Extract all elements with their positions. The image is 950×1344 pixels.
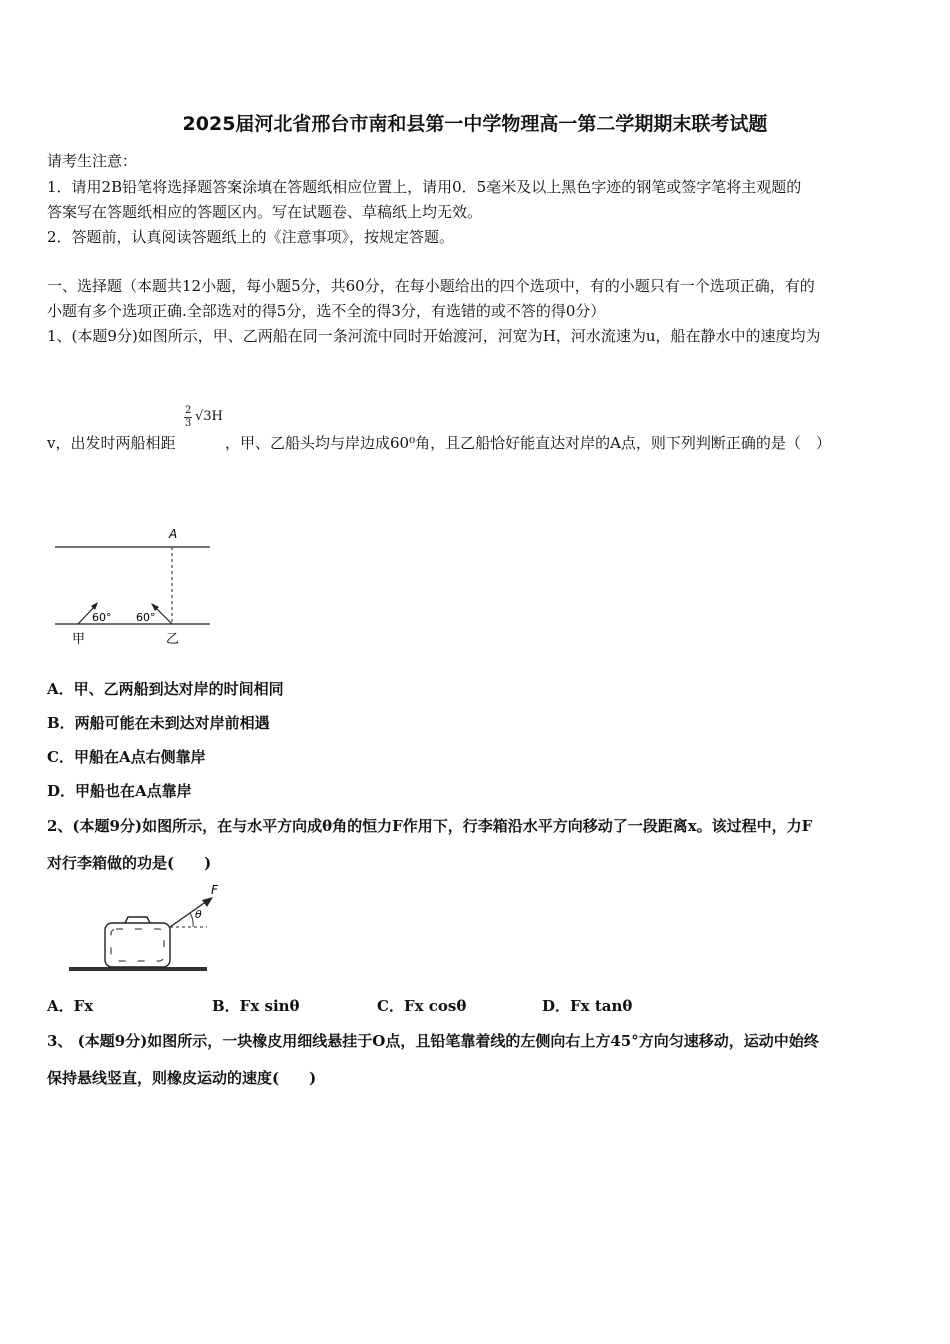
angle-label-boat1: 60° [92, 611, 112, 624]
question-1-stem-line2a: v，出发时两船相距 [47, 434, 176, 452]
formula-denominator: 3 [185, 418, 192, 429]
q2-option-a: A．Fx [47, 997, 94, 1015]
notice-line: 2．答题前，认真阅读答题纸上的《注意事项》，按规定答题。 [47, 228, 455, 246]
notice-line: 答案写在答题纸相应的答题区内。写在试题卷、草稿纸上均无效。 [47, 203, 483, 221]
q2-option-c: C．Fx cosθ [377, 997, 467, 1015]
option-d: D．甲船也在A点靠岸 [47, 782, 192, 800]
q2-option-b: B．Fx sinθ [212, 997, 300, 1015]
luggage-force-figure [65, 880, 218, 975]
question-2-stem: 2、(本题9分)如图所示，在与水平方向成θ角的恒力F作用下，行李箱沿水平方向移动了一段距离x。该过程中，力F [47, 817, 813, 835]
question-1-stem: 1、(本题9分)如图所示，甲、乙两船在同一条河流中同时开始渡河，河宽为H，河水流速为u，船在静水中的速度均为 [47, 327, 821, 345]
question-1-stem-line2b: ，甲、乙船头均与岸边成60⁰角，且乙船恰好能直达对岸的A点，则下列判断正确的是（ ） [225, 434, 831, 452]
q2-option-d: D．Fx tanθ [542, 997, 633, 1015]
river-crossing-figure [50, 520, 220, 655]
boat-1-label: 甲 [72, 632, 86, 647]
force-label: F [211, 883, 218, 897]
point-a-label: A [169, 527, 178, 541]
formula-numerator: 2 [185, 405, 192, 416]
question-3-stem-line2: 保持悬线竖直，则橡皮运动的速度( ) [47, 1069, 317, 1087]
section-heading: 小题有多个选项正确.全部选对的得5分，选不全的得3分，有选错的或不答的得0分） [47, 302, 606, 320]
notice-heading: 请考生注意： [47, 152, 138, 170]
page-title: 2025届河北省邢台市南和县第一中学物理高一第二学期期末联考试题 [182, 113, 768, 135]
option-b: B．两船可能在未到达对岸前相遇 [47, 714, 270, 732]
formula-radical: √3H [195, 409, 223, 424]
boat-2-label: 乙 [166, 632, 180, 647]
notice-line: 1．请用2B铅笔将选择题答案涂填在答题纸相应位置上，请用0．5毫米及以上黑色字迹的钢笔或签字笔将主观题的 [47, 178, 802, 196]
angle-label-boat2: 60° [136, 611, 156, 624]
angle-label: θ [195, 908, 202, 921]
question-2-stem-line2: 对行李箱做的功是( ) [47, 854, 212, 872]
option-c: C．甲船在A点右侧靠岸 [47, 748, 206, 766]
section-heading: 一、选择题（本题共12小题，每小题5分，共60分，在每小题给出的四个选项中，有的小题只有一个选项正确，有的 [47, 277, 815, 295]
question-3-stem: 3、 (本题9分)如图所示，一块橡皮用细线悬挂于O点，且铅笔靠着线的左侧向右上方45°方向匀速移动，运动中始终 [47, 1032, 819, 1050]
option-a: A．甲、乙两船到达对岸的时间相同 [47, 680, 284, 698]
